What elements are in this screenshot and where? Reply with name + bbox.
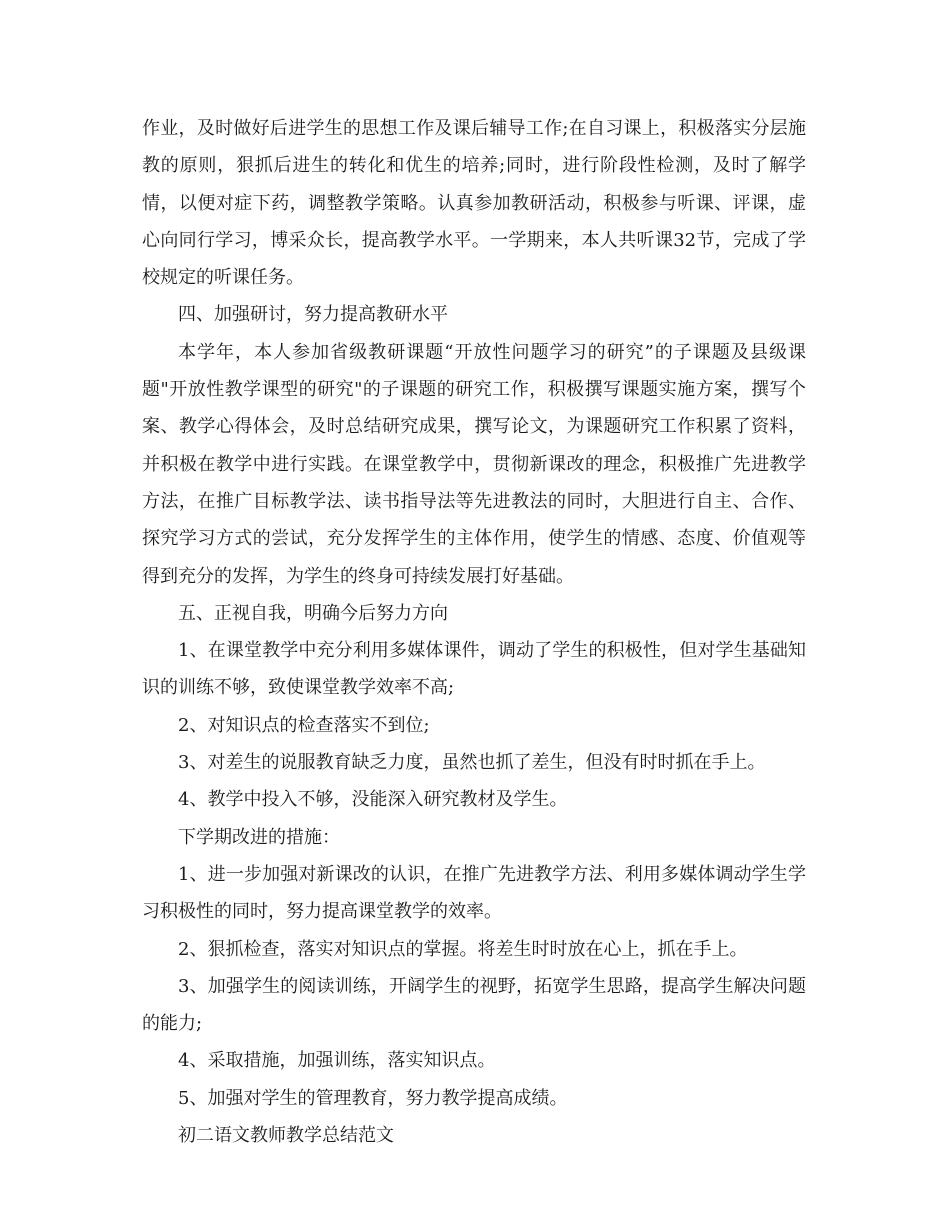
paragraph-research: 本学年，本人参加省级教研课题“开放性问题学习的研究”的子课题及县级课题"开放性教学课型的研究"的子课题的研究工作，积极撰写课题实施方案，撰写个案、教学心得体会，及时总结研究成果，撰写论文，为课题研究工作积累了资料，并积极在教学中进行实践。在课堂教学中，贯彻新课改的理念，积极推广先进教学方法，在推广目标教学法、读书指导法等先进教法的同时，大胆进行自主、合作、探究学习方式的尝试，充分发挥学生的主体作用，使学生的情感、态度、价值观等得到充分的发挥，为学生的终身可持续发展打好基础。 (142, 341, 806, 587)
document-body (142, 110, 806, 1154)
section-heading-4: 四、加强研讨，努力提高教研水平 (178, 304, 448, 326)
list-item-problem-2: 2、对知识点的检查落实不到位; (178, 714, 430, 736)
paragraph-continuation: 作业，及时做好后进学生的思想工作及课后辅导工作;在自习课上，积极落实分层施教的原则，狠抓后进生的转化和优生的培养;同时，进行阶段性检测，及时了解学情，以便对症下药，调整教学策略。认真参加教研活动，积极参与听课、评课，虚心向同行学习，博采众长，提高教学水平。一学期来，本人共听课32节，完成了学校规定的听课任务。 (142, 118, 806, 289)
next-article-title: 初二语文教师教学总结范文 (178, 1125, 394, 1147)
list-item-measure-1: 1、进一步加强对新课改的认识，在推广先进教学方法、利用多媒体调动学生学习积极性的同时，努力提高课堂教学的效率。 (142, 863, 806, 923)
list-item-measure-3: 3、加强学生的阅读训练，开阔学生的视野，拓宽学生思路，提高学生解决问题的能力; (142, 975, 806, 1035)
list-item-measure-2: 2、狠抓检查，落实对知识点的掌握。将差生时时放在心上，抓在手上。 (178, 938, 748, 960)
list-item-problem-1: 1、在课堂教学中充分利用多媒体课件，调动了学生的积极性，但对学生基础知识的训练不够，致使课堂教学效率不高; (142, 640, 806, 699)
list-item-problem-4: 4、教学中投入不够，没能深入研究教材及学生。 (178, 789, 568, 811)
list-item-measure-4: 4、采取措施，加强训练，落实知识点。 (178, 1050, 496, 1072)
measures-heading: 下学期改进的措施： (178, 826, 340, 848)
list-item-measure-5: 5、加强对学生的管理教育，努力教学提高成绩。 (178, 1087, 568, 1109)
list-item-problem-3: 3、对差生的说服教育缺乏力度，虽然也抓了差生，但没有时时抓在手上。 (178, 752, 766, 774)
section-heading-5: 五、正视自我，明确今后努力方向 (178, 602, 448, 624)
